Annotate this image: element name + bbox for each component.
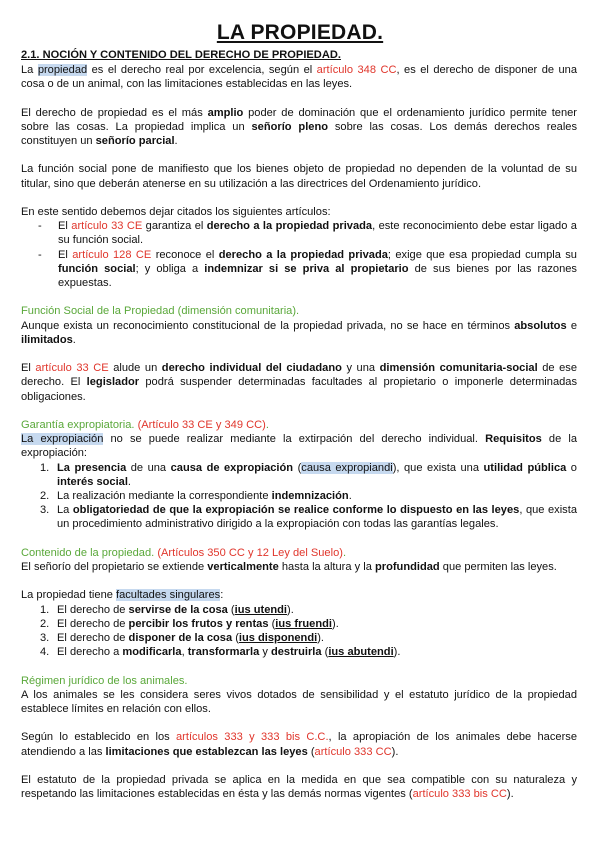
- list-item: [21, 219, 577, 247]
- text: alude un: [108, 362, 162, 375]
- bold-term: derecho a la propiedad privada: [218, 248, 388, 261]
- regimen-paragraph-1: A los animales se les considera seres vivos dotados de sensibilidad y el estatuto jurídico de la propiedad establece límites en relación con ellos.: [21, 688, 577, 715]
- text: La realización mediante la correspondiente: [57, 490, 272, 502]
- facultades-list: [21, 603, 577, 660]
- article-ref: artículo 128 CE: [72, 248, 152, 261]
- heading-garantia: [21, 418, 577, 432]
- bold-term: percibir los frutos y rentas: [128, 617, 269, 630]
- bold-term: legislador: [86, 376, 140, 389]
- heading-funcion-social: Función Social de la Propiedad (dimensión comunitaria).: [21, 305, 300, 318]
- bold-term: modificarla: [122, 646, 182, 659]
- bold-term: ilimitados: [21, 333, 73, 346]
- text: no se puede realizar mediante la extirpación del derecho individual.: [103, 433, 486, 446]
- list-item: [21, 503, 577, 531]
- page-title: LA PROPIEDAD.: [216, 21, 384, 44]
- text: Aunque exista un reconocimiento constitucional de la propiedad privada, no se hace en términos: [21, 319, 515, 332]
- bold-term: utilidad pública: [483, 461, 567, 474]
- garantia-paragraph: [21, 432, 577, 460]
- text: de ese derecho. El: [21, 362, 577, 389]
- section-subtitle: 2.1. NOCIÓN Y CONTENIDO DEL DERECHO DE PROPIEDAD.: [21, 49, 341, 61]
- list-item: [21, 617, 577, 631]
- text: .: [348, 490, 352, 502]
- text: El derecho de: [57, 603, 129, 616]
- bold-term: amplio: [207, 106, 244, 119]
- highlight-propiedad: propiedad: [37, 64, 88, 76]
- bold-term: causa de expropiación: [170, 461, 294, 474]
- text: .: [174, 135, 178, 147]
- text: de la expropiación:: [21, 433, 578, 460]
- text: El: [58, 220, 72, 233]
- document-body: [21, 63, 577, 801]
- regimen-paragraph-2: [21, 730, 577, 758]
- list-item: [21, 461, 577, 489]
- text: ).: [506, 788, 514, 801]
- item-number: 2.: [40, 617, 50, 630]
- item-number: 1.: [40, 603, 50, 616]
- text: (: [232, 632, 239, 644]
- bold-term: disponer de la cosa: [128, 632, 233, 644]
- heading-text: Contenido de la propiedad.: [21, 546, 155, 559]
- bold-term: limitaciones que establezcan las leyes: [105, 745, 308, 758]
- text: e: [566, 319, 577, 332]
- highlight-expropiacion: La expropiación: [21, 433, 104, 446]
- text: de sus bienes por las razones expuestas.: [58, 262, 577, 289]
- text: , la apropiación de los animales debe hacerse atendiendo a las: [21, 731, 577, 758]
- bold-term: derecho a la propiedad privada: [206, 220, 373, 233]
- text: ; exige que esa propiedad cumpla su: [387, 248, 577, 261]
- text: ).: [287, 603, 294, 616]
- funcion-social-paragraph-2: [21, 361, 577, 404]
- text: garantiza el: [142, 220, 207, 233]
- latin-term: ius disponendi: [238, 632, 318, 644]
- bold-term: señorío pleno: [251, 120, 329, 133]
- text: La: [57, 504, 73, 517]
- text: hasta la altura y la: [278, 561, 375, 573]
- articles-list: [21, 219, 577, 290]
- text: (: [268, 617, 276, 630]
- text: ).: [332, 617, 339, 630]
- article-ref: (Artículo 33 CE y 349 CC): [137, 418, 266, 431]
- text: poder de dominación que el ordenamiento jurídico permite tener sobre las cosas. La propiedad implica un: [21, 106, 578, 133]
- bold-term: dimensión comunitaria-social: [379, 362, 538, 375]
- item-number: 2.: [40, 490, 50, 502]
- bold-term: función social: [58, 262, 136, 275]
- text: ).: [317, 632, 324, 644]
- text: La propiedad tiene: [21, 589, 116, 602]
- text: y una: [341, 362, 380, 375]
- text: El: [21, 362, 36, 375]
- text: .: [72, 333, 76, 346]
- text: o: [566, 461, 577, 474]
- requisitos-list: [21, 461, 577, 532]
- bold-term: transformarla: [187, 646, 260, 659]
- bullet-mark: -: [38, 220, 42, 233]
- article-ref: artículo 33 CE: [35, 362, 109, 375]
- text: (: [321, 646, 329, 659]
- text: El derecho a: [57, 646, 123, 659]
- text: .: [127, 475, 132, 488]
- list-item: [21, 603, 577, 617]
- intro-paragraph-3: La función social pone de manifiesto que los bienes objeto de propiedad no dependen de la voluntad de su titular, sino que deberán atenerse en su utilización a las directrices del Ordenamiento jurídico.: [21, 163, 577, 190]
- heading-text: .: [342, 546, 347, 559]
- latin-term: ius abutendi: [328, 646, 394, 659]
- article-ref: artículos 333 y 333 bis C.C.: [176, 731, 329, 744]
- bullet-mark: -: [38, 248, 42, 261]
- bold-term: profundidad: [374, 561, 440, 573]
- article-ref: artículo 33 CE: [71, 220, 143, 233]
- text: ,: [181, 646, 188, 659]
- list-item: [21, 489, 577, 503]
- text: , es el derecho de disponer de una cosa o de un animal, con las limitaciones establecidas en las leyes.: [21, 64, 578, 91]
- text: reconoce el: [151, 248, 219, 261]
- text: y: [259, 646, 271, 659]
- item-number: 3.: [40, 504, 50, 517]
- text: sobre las cosas. Los demás derechos reales constituyen un: [21, 120, 578, 147]
- intro-paragraph-1: [21, 63, 577, 91]
- article-ref: (Artículos 350 CC y 12 Ley del Suelo): [157, 546, 343, 559]
- text: El: [58, 248, 73, 261]
- list-item: [21, 631, 577, 645]
- bold-term: derecho individual del ciudadano: [161, 362, 342, 375]
- item-number: 1.: [40, 461, 50, 474]
- text: La: [21, 64, 38, 76]
- bold-term: indemnizar si se priva al propietario: [204, 262, 409, 275]
- text: , que exista un procedimiento administrativo dirigido a la expropiación con todas las garantías legales.: [57, 504, 577, 531]
- intro-paragraph-4: En este sentido debemos dejar citados los siguientes artículos:: [21, 205, 331, 218]
- text: El señorío del propietario se extiende: [21, 561, 208, 573]
- contenido-paragraph-1: [21, 560, 577, 574]
- list-item: [21, 645, 577, 659]
- heading-text: .: [265, 418, 269, 431]
- highlight-causa: causa expropiandi: [301, 461, 393, 474]
- funcion-social-paragraph-1: [21, 319, 577, 347]
- text: ), que exista una: [392, 461, 484, 474]
- intro-paragraph-2: [21, 106, 577, 149]
- heading-text: Garantía expropiatoria.: [21, 418, 135, 431]
- text: (: [307, 745, 315, 758]
- text: (: [293, 461, 302, 474]
- text: ).: [391, 745, 399, 758]
- text: que permiten las leyes.: [439, 561, 557, 573]
- contenido-paragraph-2: [21, 588, 577, 602]
- highlight-facultades: facultades singulares: [116, 589, 221, 602]
- latin-term: ius utendi: [234, 603, 288, 616]
- article-ref: artículo 333 CC: [314, 745, 392, 758]
- list-item: [21, 248, 577, 291]
- text: (: [227, 603, 235, 616]
- text: El estatuto de la propiedad privada se aplica en la medida en que sea compatible con su naturaleza y respetando las limitaciones establecidas en ésta y las demás normas vigentes (: [21, 773, 577, 801]
- text: :: [220, 589, 224, 602]
- text: El derecho de propiedad es el más: [21, 106, 208, 119]
- bold-term: destruirla: [270, 646, 322, 659]
- heading-contenido: [21, 546, 577, 560]
- latin-term: ius fruendi: [275, 617, 332, 630]
- item-number: 4.: [40, 646, 50, 659]
- bold-term: verticalmente: [207, 561, 279, 573]
- bold-term: señorío parcial: [95, 135, 175, 147]
- text: , este reconocimiento debe estar ligado a su función social.: [58, 220, 577, 247]
- text: El derecho de: [57, 617, 129, 630]
- bold-term: obligatoriedad de que la expropiación se realice conforme lo dispuesto en las leyes: [72, 504, 520, 517]
- heading-regimen: Régimen jurídico de los animales.: [21, 674, 188, 687]
- item-number: 3.: [40, 632, 50, 644]
- bold-term: La presencia: [57, 461, 127, 474]
- regimen-paragraph-3: [21, 773, 577, 801]
- bold-term: interés social: [57, 475, 128, 488]
- text: Según lo establecido en los: [21, 731, 177, 744]
- text: podrá suspender determinadas facultades al propietario o imponerle determinadas obligaciones.: [21, 376, 578, 403]
- text: ; y obliga a: [135, 262, 205, 275]
- bold-term: Requisitos: [485, 433, 542, 446]
- article-ref: artículo 333 bis CC: [412, 788, 507, 801]
- article-ref: artículo 348 CC: [316, 64, 397, 76]
- text: ).: [393, 646, 401, 659]
- bold-term: indemnización: [271, 490, 349, 502]
- text: El derecho de: [57, 632, 129, 644]
- bold-term: servirse de la cosa: [128, 603, 228, 616]
- text: de una: [126, 461, 171, 474]
- bold-term: absolutos: [514, 319, 567, 332]
- text: es el derecho real por excelencia, según el: [87, 64, 317, 76]
